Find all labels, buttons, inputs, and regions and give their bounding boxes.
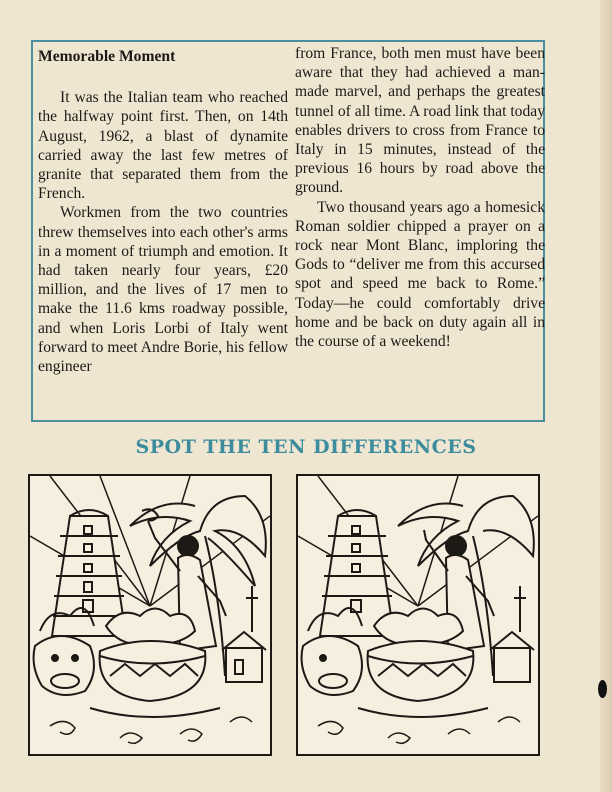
church [222, 586, 266, 682]
ground-swirls [318, 717, 520, 743]
ground-swirls [50, 717, 252, 743]
temple-scene-illustration [298, 476, 538, 754]
article-column-right [295, 44, 545, 351]
page-edge [600, 0, 612, 792]
puzzle-title: SPOT THE TEN DIFFERENCES [135, 436, 477, 458]
church [490, 586, 534, 682]
temple-scene-illustration [30, 476, 270, 754]
article-paragraph: Two thousand years ago a homesick Roman soldier chipped a prayer on a rock near Mont Blanc, imploring the Gods to “deliver me from this accursed spot and speed me back to Rome.” Today—he could comfortably drive home and be back on duty again all in the course of a weekend! [295, 198, 545, 351]
article-headline: Memorable Moment [38, 48, 176, 65]
article-paragraph: It was the Italian team who reached the halfway point first. Then, on 14th August, 1962, a blast of dynamite carried away the last few metres of granite that separated them from the French. [38, 89, 288, 203]
article-box [31, 40, 545, 422]
article-column-left [38, 44, 288, 376]
ink-blot [598, 680, 607, 698]
article-paragraph: from France, both men must have been aware that they had achieved a man-made marvel, and perhaps the greatest tunnel of all time. A road link that today enables drivers to cross from France to Italy in 15 minutes, instead of the previous 16 hours by road above the ground. [295, 45, 545, 197]
puzzle-picture-left [28, 474, 272, 756]
puzzle-picture-right [296, 474, 540, 756]
article-paragraph: Workmen from the two countries threw themselves into each other's arms in a moment of triumph and emotion. It had taken nearly four years, £20 million, and the lives of 17 men to make the 11.6 kms roadway possible, and when Loris Lorbi of Italy went forward to meet Andre Borie, his fellow engineer [38, 204, 288, 376]
